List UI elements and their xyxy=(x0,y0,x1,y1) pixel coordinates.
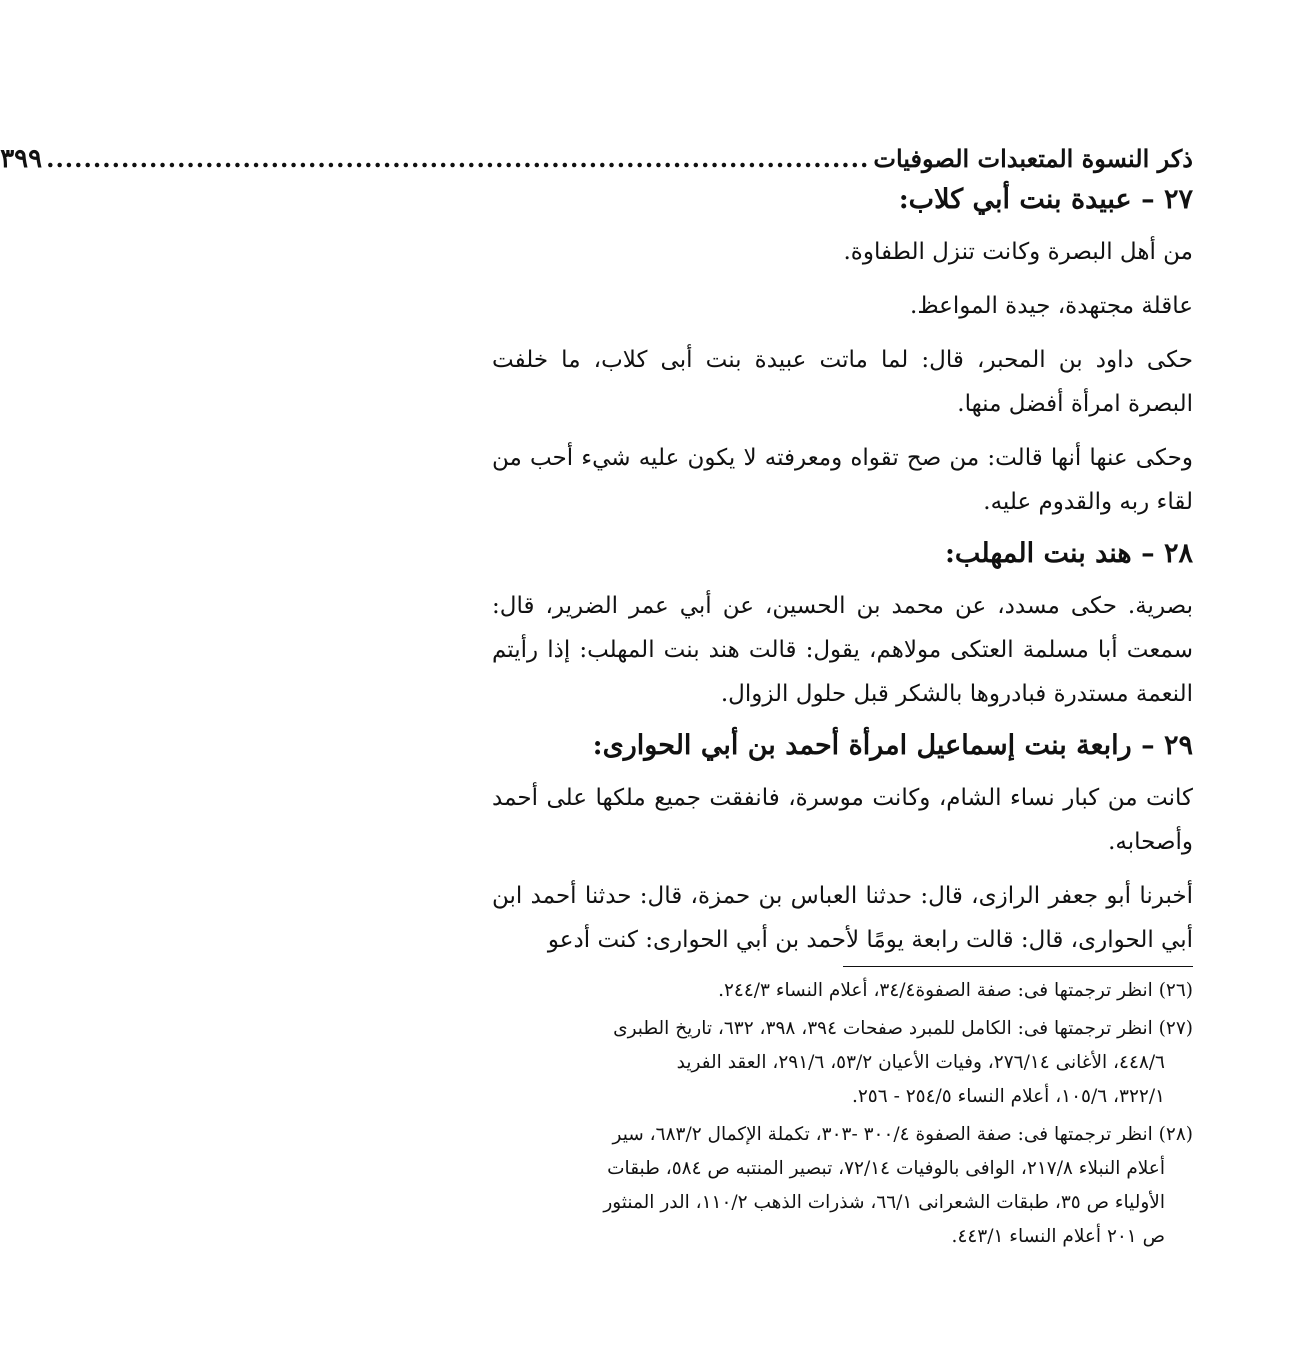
footnote-line: الأولياء ص ٣٥، طبقات الشعرانى ٦٦/١، شذرات الذهب ١١٠/٢، الدر المنثور xyxy=(603,1192,1165,1213)
leader-dots: ........................................................................................ xyxy=(46,144,870,173)
footnotes xyxy=(492,974,1193,1258)
running-header xyxy=(0,136,1193,176)
footnote-line: أعلام النبلاء ٢١٧/٨، الوافى بالوفيات ٧٢/١٤، تبصير المنتبه ص ٥٨٤، طبقات xyxy=(607,1158,1165,1179)
paragraph: حكى داود بن المحبر، قال: لما ماتت عبيدة بنت أبى كلاب، ما خلفت البصرة امرأة أفضل منها. xyxy=(492,347,1193,417)
running-title: ذكر النسوة المتعبدات الصوفيات xyxy=(873,144,1193,173)
section-heading: ٢٨ – هند بنت المهلب: xyxy=(944,538,1193,569)
footnote xyxy=(492,1012,1193,1114)
footnote-line: ٤٤٨/٦، الأغانى ٢٧٦/١٤، وفيات الأعيان ٥٣/٢، ٢٩١/٦، العقد الفريد xyxy=(676,1052,1165,1073)
footnote-line: (٢٧) انظر ترجمتها فى: الكامل للمبرد صفحات ٣٩٤، ٣٩٨، ٦٣٢، تاريخ الطبرى xyxy=(613,1018,1193,1039)
paragraph: بصرية. حكى مسدد، عن محمد بن الحسين، عن أبي عمر الضرير، قال: سمعت أبا مسلمة العتكى مولاهم، يقول: قالت هند بنت المهلب: إذا رأيتم النعمة مستدرة فبادروها بالشكر قبل حلول الزوال. xyxy=(492,593,1193,707)
footnote-separator xyxy=(843,966,1193,967)
main-text xyxy=(492,180,1193,962)
paragraph: من أهل البصرة وكانت تنزل الطفاوة. xyxy=(843,239,1193,265)
paragraph: عاقلة مجتهدة، جيدة المواعظ. xyxy=(910,293,1193,319)
footnote xyxy=(492,1118,1193,1254)
section-heading: ٢٩ – رابعة بنت إسماعيل امرأة أحمد بن أبي الحوارى: xyxy=(592,730,1193,761)
paragraph: أخبرنا أبو جعفر الرازى، قال: حدثنا العباس بن حمزة، قال: حدثنا أحمد ابن أبي الحوارى، قال: قالت رابعة يومًا لأحمد بن أبي الحوارى: كنت أدعو xyxy=(492,883,1193,953)
footnote-line: (٢٨) انظر ترجمتها فى: صفة الصفوة ٣٠٠/٤ -٣٠٣، تكملة الإكمال ٦٨٣/٢، سير xyxy=(612,1124,1193,1145)
paragraph: وحكى عنها أنها قالت: من صح تقواه ومعرفته لا يكون عليه شيء أحب من لقاء ربه والقدوم عليه. xyxy=(492,445,1193,515)
footnote xyxy=(492,974,1193,1008)
footnote-line: ص ٢٠١ أعلام النساء ٤٤٣/١. xyxy=(951,1226,1165,1247)
footnote-line: (٢٦) انظر ترجمتها فى: صفة الصفوة٣٤/٤، أعلام النساء ٢٤٤/٣. xyxy=(718,980,1193,1001)
paragraph: كانت من كبار نساء الشام، وكانت موسرة، فانفقت جميع ملكها على أحمد وأصحابه. xyxy=(492,785,1193,855)
page-number: ٣٩٩ xyxy=(0,144,43,174)
footnote-line: ٣٢٢/١، ١٠٥/٦، أعلام النساء ٢٥٤/٥ - ٢٥٦. xyxy=(851,1086,1165,1107)
section-heading: ٢٧ – عبيدة بنت أبي كلاب: xyxy=(898,184,1193,215)
